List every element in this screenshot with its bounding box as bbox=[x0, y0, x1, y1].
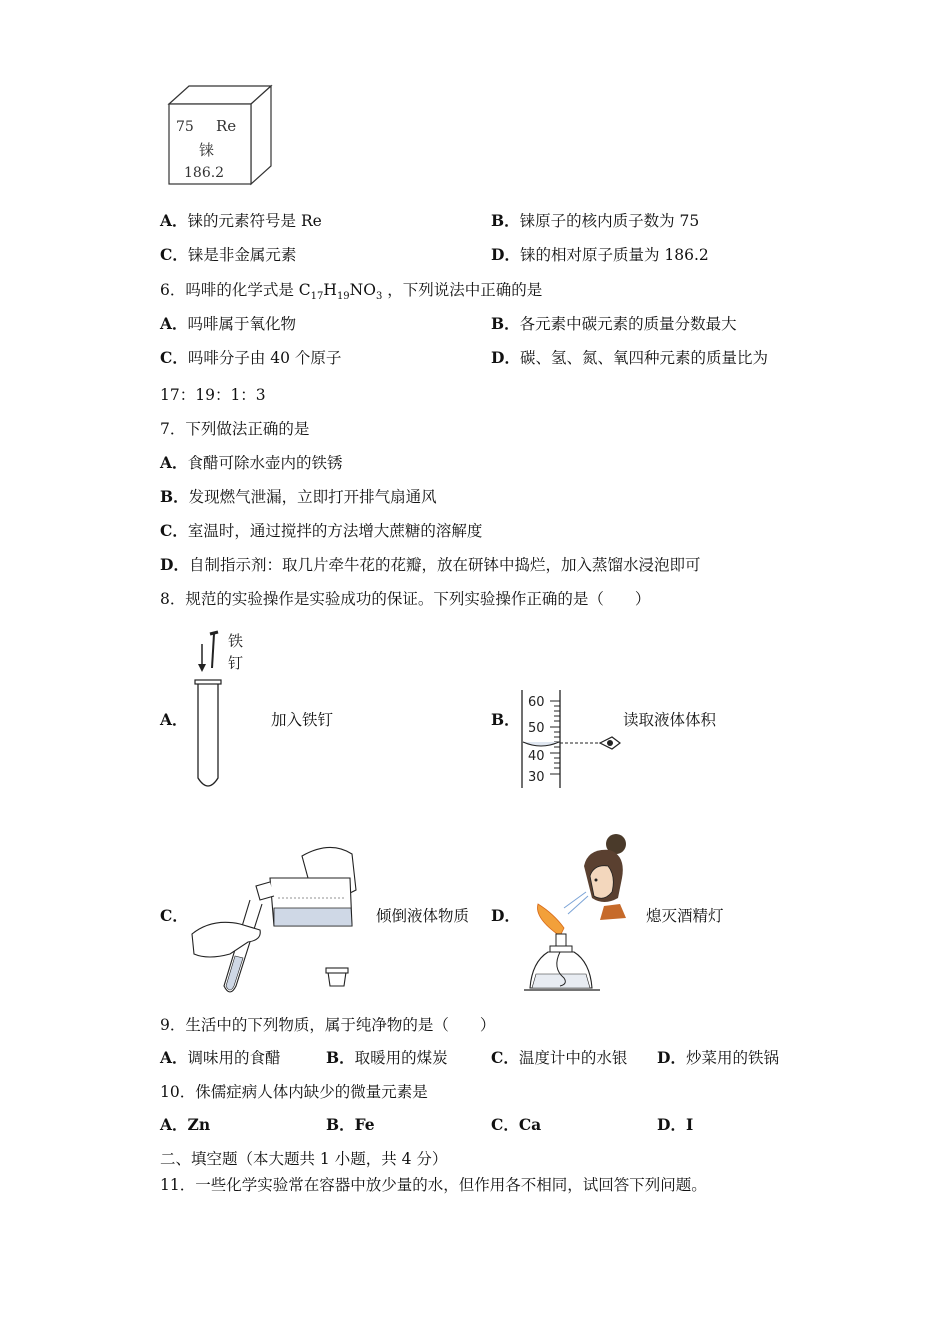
q7-option-d[interactable] bbox=[160, 555, 700, 575]
q6-option-d-continuation: 17：19：1：3 bbox=[160, 386, 266, 404]
option-letter: B． bbox=[491, 314, 520, 333]
option-text: 发现燃气泄漏，立即打开排气扇通风 bbox=[188, 488, 437, 506]
q10-stem: 10．侏儒症病人体内缺少的微量元素是 bbox=[160, 1083, 428, 1101]
tick-60: 60 bbox=[528, 695, 545, 710]
q7-stem: 7．下列做法正确的是 bbox=[160, 420, 310, 438]
q10-option-b[interactable] bbox=[326, 1115, 375, 1135]
q8-option-c[interactable] bbox=[160, 906, 188, 926]
option-letter: C． bbox=[160, 906, 188, 925]
test-tube-nail-figure bbox=[190, 628, 260, 793]
q7-option-b[interactable] bbox=[160, 487, 437, 507]
q9-option-a[interactable] bbox=[160, 1048, 281, 1068]
option-text: 碳、氢、氮、氧四种元素的质量比为 bbox=[519, 349, 768, 367]
option-text: 温度计中的水银 bbox=[518, 1049, 628, 1067]
q6-stem bbox=[160, 280, 543, 303]
option-text: 铼原子的核内质子数为 75 bbox=[519, 212, 700, 230]
option-letter: B． bbox=[160, 487, 189, 506]
option-letter: A． bbox=[160, 314, 188, 333]
option-letter: B． bbox=[491, 211, 520, 230]
tick-50: 50 bbox=[528, 721, 545, 736]
option-letter: A． bbox=[160, 710, 188, 729]
q5-option-b[interactable] bbox=[491, 211, 699, 231]
element-symbol: Re bbox=[216, 117, 237, 135]
q9-option-c[interactable] bbox=[491, 1048, 627, 1068]
option-text: 各元素中碳元素的质量分数最大 bbox=[519, 315, 737, 333]
option-letter: B． bbox=[326, 1048, 355, 1067]
q9-option-d[interactable] bbox=[657, 1048, 779, 1068]
q8-option-d[interactable] bbox=[491, 906, 520, 926]
option-letter: B． bbox=[326, 1115, 355, 1134]
q8-option-b-text: 读取液体体积 bbox=[623, 711, 717, 729]
q8-option-d-text: 熄灭酒精灯 bbox=[646, 907, 724, 925]
q9-option-b[interactable] bbox=[326, 1048, 448, 1068]
option-letter: D． bbox=[657, 1048, 686, 1067]
q8-option-a[interactable] bbox=[160, 710, 188, 730]
option-letter: A． bbox=[160, 453, 188, 472]
q10-option-c[interactable] bbox=[491, 1115, 541, 1135]
option-letter: A． bbox=[160, 211, 188, 230]
option-letter: D． bbox=[657, 1115, 686, 1134]
nail-label-1: 铁 bbox=[228, 632, 244, 650]
q5-option-d[interactable] bbox=[491, 245, 709, 265]
option-text: Ca bbox=[518, 1115, 542, 1134]
q10-option-d[interactable] bbox=[657, 1115, 693, 1135]
alcohol-lamp-figure bbox=[520, 828, 635, 998]
option-letter: D． bbox=[160, 555, 189, 574]
q6-option-d[interactable] bbox=[491, 348, 768, 368]
element-number: 75 bbox=[176, 119, 194, 135]
option-text: 食醋可除水壶内的铁锈 bbox=[187, 454, 343, 472]
element-card-figure bbox=[166, 84, 276, 188]
option-text: 吗啡属于氧化物 bbox=[187, 315, 297, 333]
option-text: Zn bbox=[187, 1115, 211, 1134]
option-text: 铼的相对原子质量为 186.2 bbox=[519, 246, 709, 264]
q11-stem: 11．一些化学实验常在容器中放少量的水，但作用各不相同，试回答下列问题。 bbox=[160, 1176, 707, 1194]
option-text: 铼是非金属元素 bbox=[187, 246, 297, 264]
option-text: 吗啡分子由 40 个原子 bbox=[187, 349, 342, 367]
option-letter: C． bbox=[491, 1048, 519, 1067]
q6-option-c[interactable] bbox=[160, 348, 341, 368]
q7-option-a[interactable] bbox=[160, 453, 343, 473]
option-letter: C． bbox=[160, 245, 188, 264]
element-mass: 186.2 bbox=[184, 165, 225, 181]
q8-option-b[interactable] bbox=[491, 710, 520, 730]
option-text: I bbox=[685, 1115, 694, 1134]
option-text: 自制指示剂：取几片牵牛花的花瓣，放在研钵中捣烂，加入蒸馏水浸泡即可 bbox=[188, 556, 701, 574]
option-letter: C． bbox=[160, 348, 188, 367]
option-text: Fe bbox=[354, 1115, 375, 1134]
q6-stem-prefix: 6．吗啡的化学式是 bbox=[160, 281, 299, 299]
option-letter: D． bbox=[491, 245, 520, 264]
q10-option-a[interactable] bbox=[160, 1115, 210, 1135]
option-text: 调味用的食醋 bbox=[187, 1049, 281, 1067]
option-letter: A． bbox=[160, 1115, 188, 1134]
option-text: 室温时，通过搅拌的方法增大蔗糖的溶解度 bbox=[187, 522, 483, 540]
option-letter: D． bbox=[491, 348, 520, 367]
tick-30: 30 bbox=[528, 770, 545, 785]
pouring-liquid-figure bbox=[190, 838, 365, 993]
element-name: 铼 bbox=[199, 141, 215, 159]
option-letter: D． bbox=[491, 906, 520, 925]
q5-option-c[interactable] bbox=[160, 245, 296, 265]
formula: $C_{17}H_{19}NO_3$ bbox=[298, 281, 383, 303]
q6-option-a[interactable] bbox=[160, 314, 296, 334]
q7-option-c[interactable] bbox=[160, 521, 482, 541]
q9-stem: 9．生活中的下列物质，属于纯净物的是（ ） bbox=[160, 1016, 496, 1034]
q5-option-a[interactable] bbox=[160, 211, 322, 231]
q8-option-a-text: 加入铁钉 bbox=[271, 711, 334, 729]
tick-40: 40 bbox=[528, 749, 545, 764]
section-heading: 二、填空题（本大题共 1 小题，共 4 分） bbox=[160, 1150, 448, 1168]
option-letter: B． bbox=[491, 710, 520, 729]
option-letter: A． bbox=[160, 1048, 188, 1067]
option-text: 取暖用的煤炭 bbox=[354, 1049, 448, 1067]
option-letter: C． bbox=[491, 1115, 519, 1134]
option-text: 铼的元素符号是 Re bbox=[187, 212, 322, 230]
q8-option-c-text: 倾倒液体物质 bbox=[376, 907, 470, 925]
option-letter: C． bbox=[160, 521, 188, 540]
nail-label-2: 钉 bbox=[228, 654, 244, 672]
q8-stem: 8．规范的实验操作是实验成功的保证。下列实验操作正确的是（ ） bbox=[160, 590, 651, 608]
q6-option-b[interactable] bbox=[491, 314, 737, 334]
option-text: 炒菜用的铁锅 bbox=[685, 1049, 779, 1067]
graduated-cylinder-figure bbox=[518, 690, 628, 790]
q6-stem-suffix: ，下列说法中正确的是 bbox=[382, 281, 543, 299]
